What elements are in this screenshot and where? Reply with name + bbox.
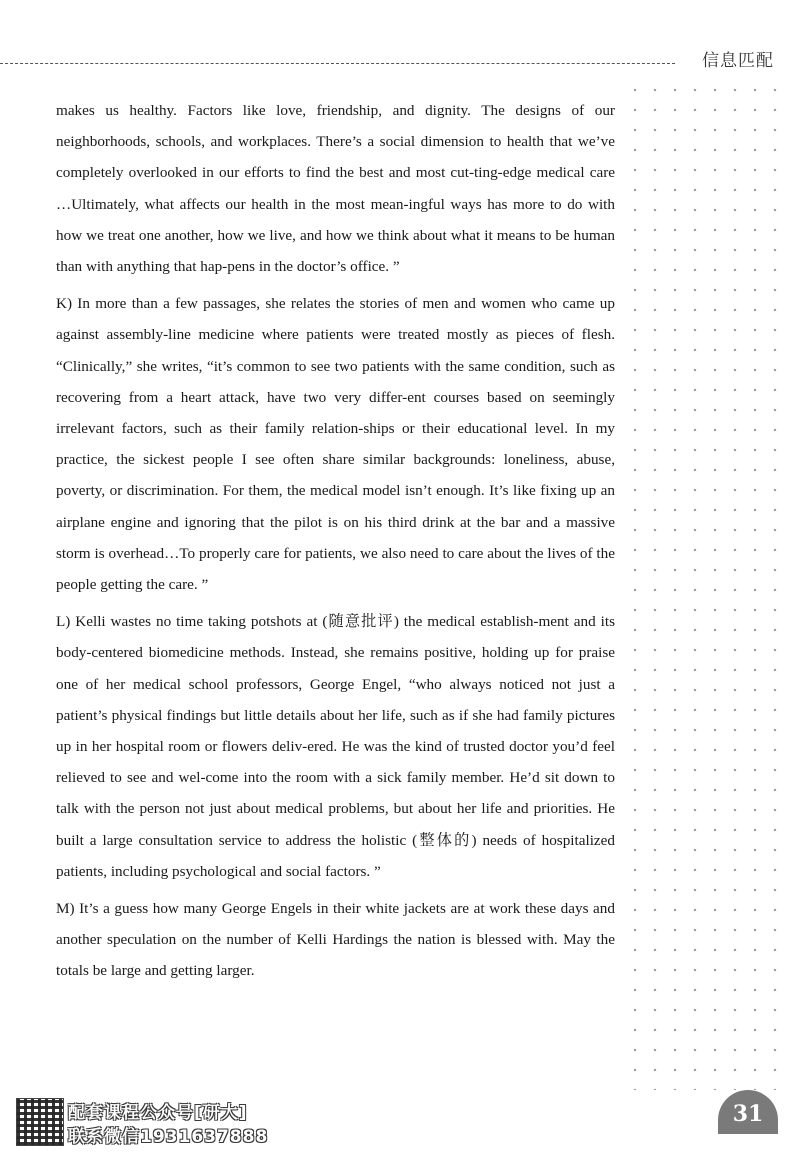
section-title: 信息匹配 <box>702 51 774 71</box>
paragraph-m: M) It’s a guess how many George Engels in their white jackets are at work these days and another speculation on the number of Kelli Hardings the nation is blessed with. May the totals be large and getting larger. <box>56 900 615 980</box>
promo-banner <box>16 1098 316 1150</box>
paragraph-l: L) Kelli wastes no time taking potshots at (随意批评) the medical establish-ment and its body-centered biomedicine methods. Instead, she remains positive, holding up for praise one of her medical school professors, George Engel, “who always noticed not just a patient’s physical findings but little details about her life, such as if she had family pictures up in her hospital room or flowers deliv-ered. He was the kind of trusted doctor you’d feel relieved to see and wel-come into the room with a sick family member. He’d sit down to talk with the person not just about medical problems, but about her life and priorities. He built a large consultation service to address the holistic (整体的) needs of hospitalized patients, including psychological and social factors. ” <box>56 613 615 880</box>
paragraph-continuation: makes us healthy. Factors like love, friendship, and dignity. The designs of our neighborhoods, schools, and workplaces. There’s a social dimension to health that we’ve completely overlooked in our efforts to find the best and most cut-ting-edge medical care …Ultimately, what affects our health in the most mean-ingful ways has more to do with how we treat one another, how we live, and how we think about what it means to be human than with anything that hap-pens in the doctor’s office. ” <box>56 102 615 276</box>
promo-line-1: 配套课程公众号[研大] <box>68 1103 248 1123</box>
page-number: 31 <box>718 1090 778 1134</box>
dot-grid-margin <box>625 80 790 1090</box>
promo-line-2: 联系微信1931637888 <box>68 1127 269 1147</box>
qr-code-icon <box>16 1098 64 1146</box>
paragraph-k: K) In more than a few passages, she relates the stories of men and women who came up against assembly-line medicine where patients were treated mostly as pieces of flesh. “Clinically,” she writes, “it’s common to see two patients with the same condition, such as recovering from a heart attack, have two very differ-ent courses based on seemingly irrelevant factors, such as their family relation-ships or their educational level. In my practice, the sickest people I see often share similar backgrounds: loneliness, abuse, poverty, or discrimination. For them, the medical model isn’t enough. It’s like fixing up an airplane engine and ignoring that the pilot is on his third drink at the bar and a massive storm is overhead…To properly care for patients, we also need to care about the lives of the people getting the care. ” <box>56 295 615 594</box>
article-body <box>56 95 615 993</box>
header-rule <box>0 63 675 64</box>
